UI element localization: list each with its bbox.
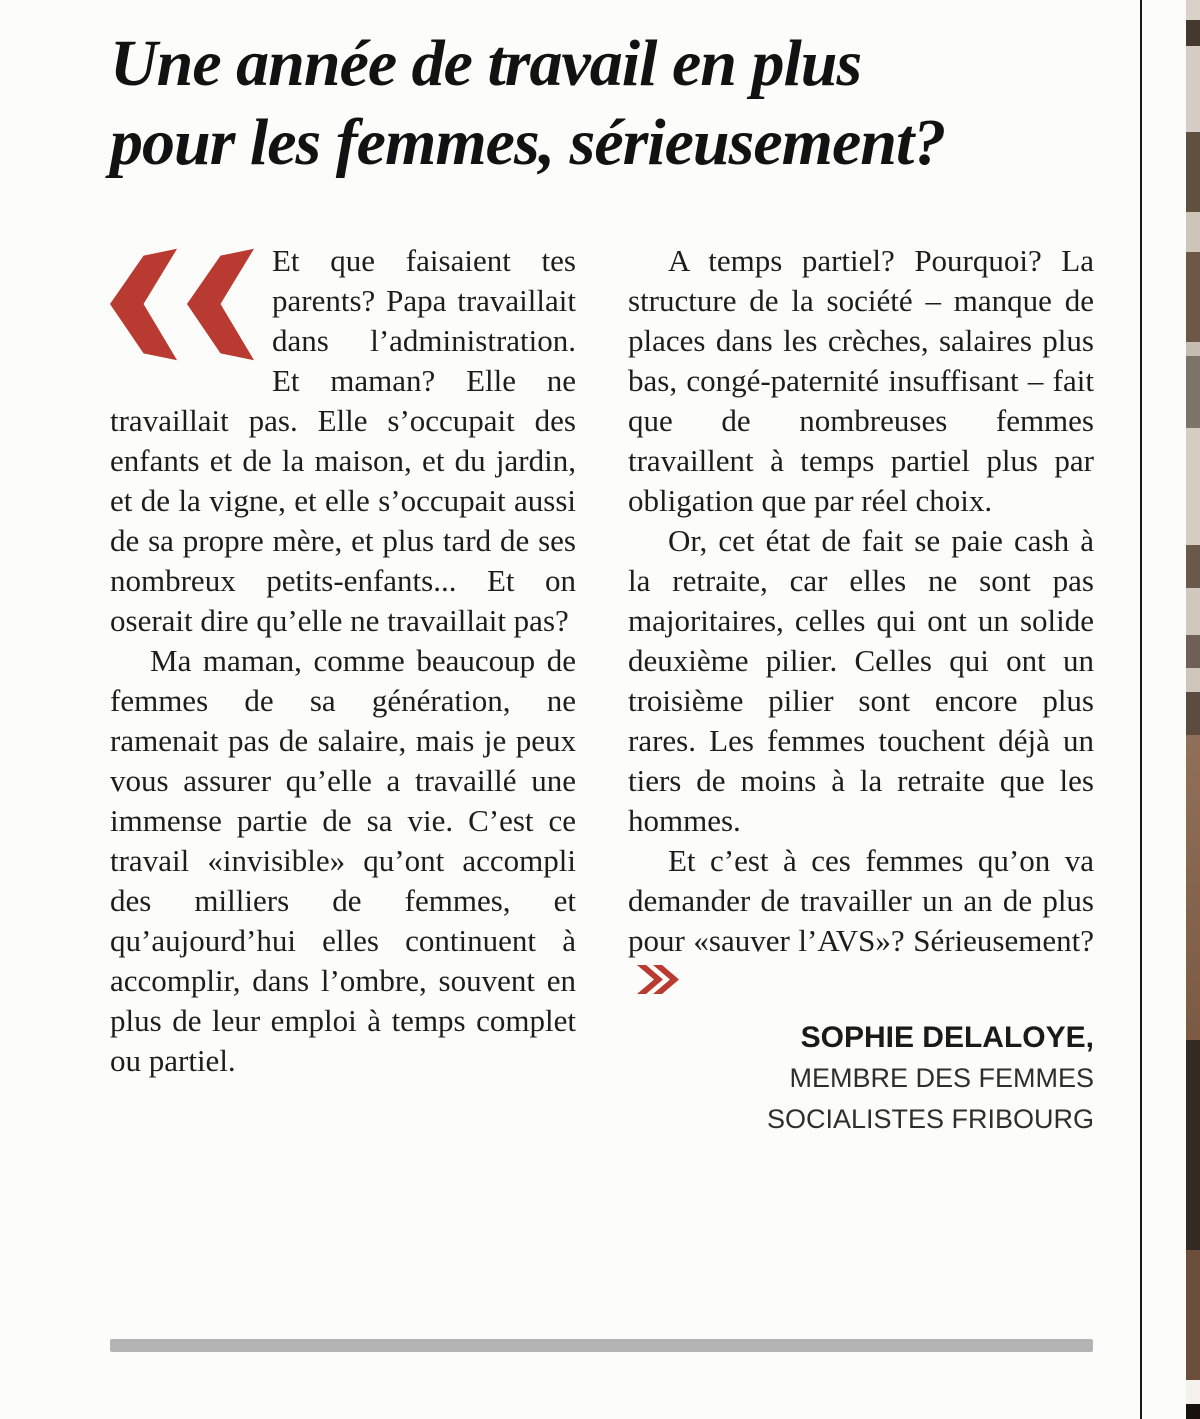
author-name: SOPHIE DELALOYE, <box>800 1021 1094 1054</box>
author-signature <box>628 1017 1094 1140</box>
opening-quote-icon <box>110 248 258 361</box>
paragraph-text: Et c’est à ces femmes qu’on va demander de travailler un an de plus pour «sauver l’AVS»? Sérieusement? <box>628 843 1094 958</box>
author-role-line-1: MEMBRE DES FEMMES <box>789 1063 1094 1093</box>
paragraph-text: Et que faisaient tes parents? Papa travaillait dans l’administration. Et maman? Elle ne travaillait pas. Elle s’occupait des enfants et de la maison, et du jardin, et de la vigne, et elle s’occupait aussi de sa propre mère, et plus tard de ses nombreux petits-enfants... Et on oserait dire qu’elle ne travaillait pas? <box>110 243 576 638</box>
closing-mark-icon <box>637 965 679 994</box>
paragraph <box>110 241 576 641</box>
page-fold-line <box>1140 0 1142 1419</box>
author-role-line-2: SOCIALISTES FRIBOURG <box>766 1104 1094 1134</box>
paragraph-text: Ma maman, comme beaucoup de femmes de sa génération, ne ramenait pas de salaire, mais je peux vous assurer qu’elle a travaillé une immense partie de sa vie. C’est ce travail «invisible» qu’ont accompli des milliers de femmes, et qu’aujourd’hui elles continuent à accomplir, dans l’ombre, souvent en plus de leur emploi à temps complet ou partiel. <box>110 643 576 1078</box>
adjacent-page-photo-edge <box>1186 0 1200 1419</box>
paragraph <box>110 641 576 1081</box>
paragraph-text: Or, cet état de fait se paie cash à la retraite, car elles ne sont pas majoritaires, celles qui ont un solide deuxième pilier. Celles qui ont un troisième pilier sont encore plus rares. Les femmes touchent déjà un tiers de moins à la retraite que les hommes. <box>628 523 1094 838</box>
column-right <box>628 241 1094 1140</box>
article-headline <box>110 24 1120 182</box>
headline-line-2: pour les femmes, sérieusement? <box>110 106 946 179</box>
paragraph-text: A temps partiel? Pourquoi? La structure de la société – manque de places dans les crèches, salaires plus bas, congé-paternité insuffisant – fait que de nombreuses femmes travaillent à temps partiel plus par obligation que par réel choix. <box>628 243 1094 518</box>
headline-line-1: Une année de travail en plus <box>110 27 862 100</box>
column-left <box>110 241 576 1140</box>
paragraph <box>628 241 1094 521</box>
paragraph <box>628 841 1094 1001</box>
paragraph <box>628 521 1094 841</box>
article-body <box>110 241 1095 1140</box>
bottom-divider <box>110 1339 1093 1352</box>
